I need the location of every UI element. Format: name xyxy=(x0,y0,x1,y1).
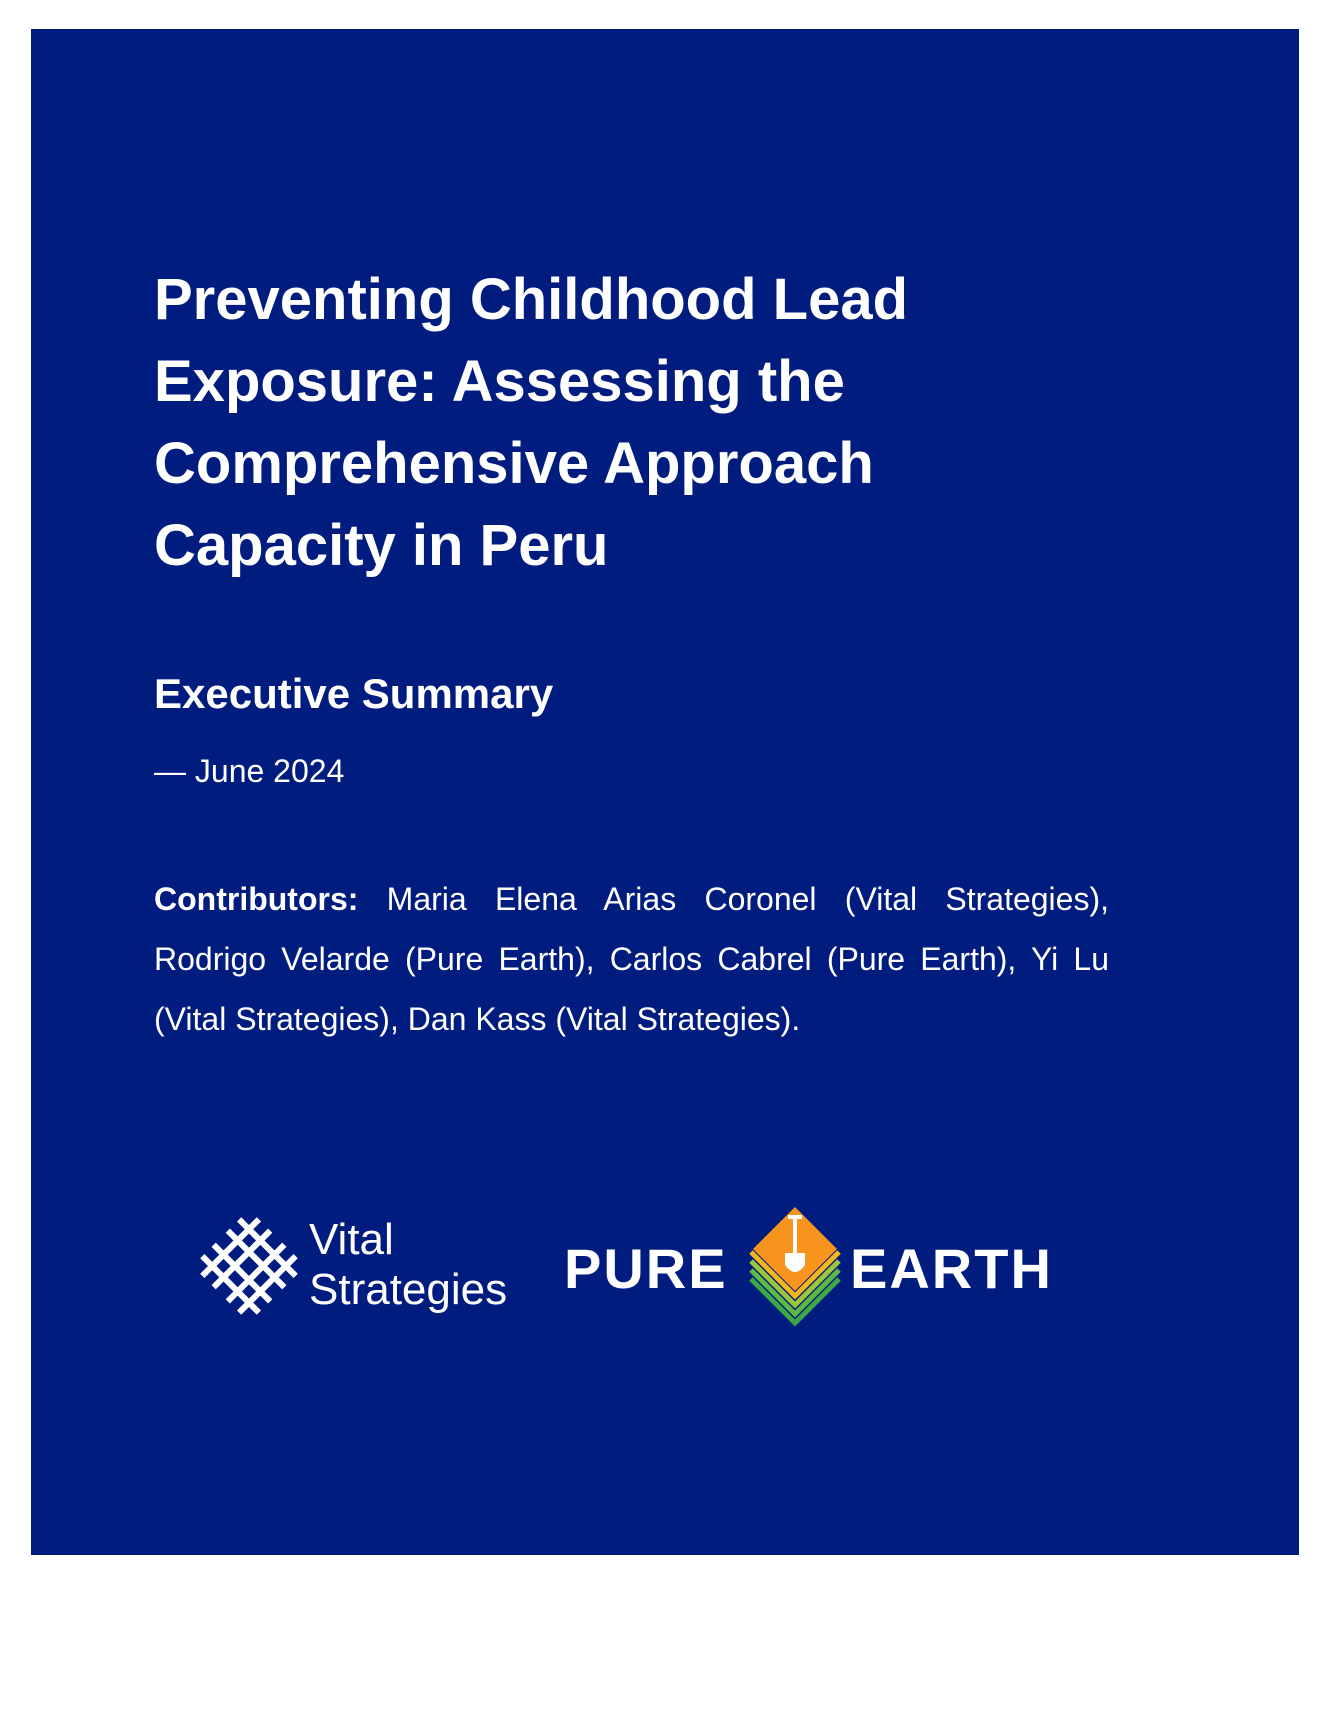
vital-strategies-wordmark xyxy=(309,1215,507,1315)
publication-date: — June 2024 xyxy=(154,753,345,789)
contributors-paragraph xyxy=(154,869,1109,1049)
cover-panel xyxy=(31,29,1299,1555)
vital-strategies-line1: Vital xyxy=(309,1215,394,1264)
vital-strategies-logo-icon xyxy=(189,1206,309,1326)
pure-earth-shovel-icon xyxy=(745,1207,845,1343)
contributors-list: Maria Elena Arias Coronel (Vital Strategies), Rodrigo Velarde (Pure Earth), Carlos Cabrel (Pure Earth), Yi Lu (Vital Strategies), Dan Kass (Vital Strategies). xyxy=(154,881,1110,1037)
pure-earth-word-earth: EARTH xyxy=(850,1237,1053,1300)
pure-earth-word-pure: PURE xyxy=(564,1237,728,1300)
contributors-label: Contributors: xyxy=(154,881,359,917)
vital-strategies-line2: Strategies xyxy=(309,1265,508,1314)
document-subtitle: Executive Summary xyxy=(154,670,554,717)
document-title: Preventing Childhood Lead Exposure: Assessing the Comprehensive Approach Capacity in Peru xyxy=(154,267,909,578)
